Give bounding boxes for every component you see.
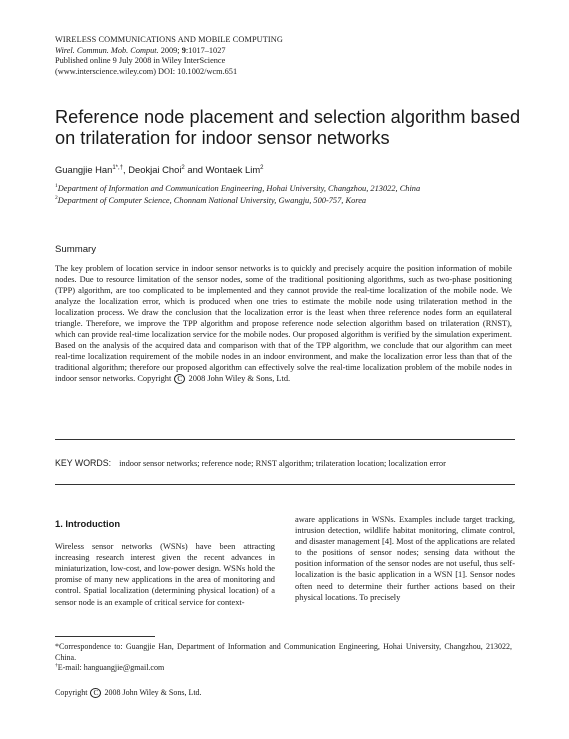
section-heading-introduction: 1. Introduction <box>55 518 121 529</box>
abstract <box>55 263 512 385</box>
correspondence-note: *Correspondence to: Guangjie Han, Department of Information and Communication Engineering, Hohai University, Changzhou, 213022, China. <box>55 642 512 662</box>
affiliations <box>55 183 535 207</box>
author-name: Guangjie Han <box>55 164 113 175</box>
citation-line <box>55 46 525 57</box>
footnotes <box>55 642 512 674</box>
copyright-symbol: C <box>174 374 185 384</box>
column-right <box>295 514 515 603</box>
keywords <box>55 458 525 469</box>
affiliation-mark: 1 <box>55 183 58 190</box>
copyright-line <box>55 688 202 698</box>
author-separator: , <box>123 164 129 175</box>
divider-top <box>55 439 515 440</box>
affiliation-text: Department of Information and Communication Engineering, Hohai University, Changzhou, 213022, China <box>57 184 421 193</box>
affiliation-item <box>55 195 535 207</box>
email-note <box>55 663 512 674</box>
author-list <box>55 164 525 176</box>
affiliation-text: Department of Computer Science, Chonnam National University, Gwangju, 500-757, Korea <box>57 195 367 205</box>
abstract-text: The key problem of location service in indoor sensor networks is to quickly and precisely acquire the position information of mobile nodes. Due to resource limitation of the sensor nodes, some of the traditional positioning algorithms, such as two-phase positioning (TPP) algorithm, are too complicated to be implemented and they cannot provide the real-time localization of the mobile node. We analyze the localization error, which is produced when one tries to estimate the mobile node using trilateration method in the localization process. We draw the conclusion that the localization error is the least when three reference nodes form an equilateral triangle. Therefore, we improve the TPP algorithm and propose reference node selection algorithm based on trilateration (RNST), which can provide real-time localization service for the mobile nodes. Our proposed algorithm is verified by the simulation experiment. Based on the analysis of the acquired data and comparison with that of the TPP algorithm, we conclude that our algorithm can meet real-time localization requirement of the mobile nodes in an indoor environment, and make the localization error less than that of the traditional algorithm; therefore our proposed algorithm can effectively solve the real-time localization problem of the mobile nodes in indoor sensor networks. Copyright <box>55 264 512 384</box>
intro-paragraph-right: aware applications in WSNs. Examples include target tracking, intrusion detection, wildlife habitat monitoring, climate control, and disaster management [4]. Most of the applications are related to the positions of sensor nodes; sensing data without the position information of the sensor nodes are not useful, thus self-localization is the basic application in a WSN [1]. Sensor nodes often need to determine their further actions based on their physical locations. To precisely <box>295 515 515 602</box>
author-separator: and <box>184 164 206 175</box>
published-line: Published online 9 July 2008 in Wiley InterScience <box>55 56 226 66</box>
keywords-text: indoor sensor networks; reference node; RNST algorithm; trilateration location; localization error <box>119 459 446 468</box>
affiliation-mark: 2 <box>55 195 58 201</box>
author-name: Wontaek Lim <box>205 164 261 175</box>
affiliation-item <box>55 183 535 195</box>
footnote-rule <box>55 636 155 637</box>
author-marks: 2 <box>260 164 264 171</box>
citation-volume: 9 <box>181 45 186 55</box>
author-marks: 2 <box>181 164 185 171</box>
author-name: Deokjai Choi <box>128 164 182 175</box>
intro-paragraph-left: Wireless sensor networks (WSNs) have been attracting increasing research interest given the recent advances in miniaturization, low-cost, and low-power design. WSNs hold the promise of many new applications in the area of monitoring and control. Spatial localization (determining physical location) of a sensor node is an example of critical service for context- <box>55 542 275 607</box>
divider-bottom <box>55 484 515 485</box>
abstract-copyright-tail: 2008 John Wiley & Sons, Ltd. <box>186 374 291 384</box>
citation-journal: Wirel. Commun. Mob. Comput. <box>55 45 159 55</box>
email-text: E-mail: hanguangjie@gmail.com <box>57 663 165 672</box>
copyright-tail: 2008 John Wiley & Sons, Ltd. <box>102 688 202 697</box>
citation-pages: :1017–1027 <box>185 45 226 55</box>
doi-line: (www.interscience.wiley.com) DOI: 10.1002/wcm.651 <box>55 66 238 76</box>
email-mark: † <box>55 662 58 669</box>
paper-title: Reference node placement and selection algorithm based on trilateration for indoor sensor networks <box>55 107 521 148</box>
column-left <box>55 514 275 608</box>
keywords-label: KEY WORDS: <box>55 458 112 468</box>
copyright-symbol: C <box>90 688 101 698</box>
journal-header <box>55 35 525 77</box>
journal-name: WIRELESS COMMUNICATIONS AND MOBILE COMPUTING <box>55 35 283 44</box>
author-marks: 1*,† <box>112 164 124 171</box>
summary-heading: Summary <box>55 244 97 255</box>
citation-year: 2009; <box>158 45 182 55</box>
copyright-prefix: Copyright <box>55 688 90 697</box>
